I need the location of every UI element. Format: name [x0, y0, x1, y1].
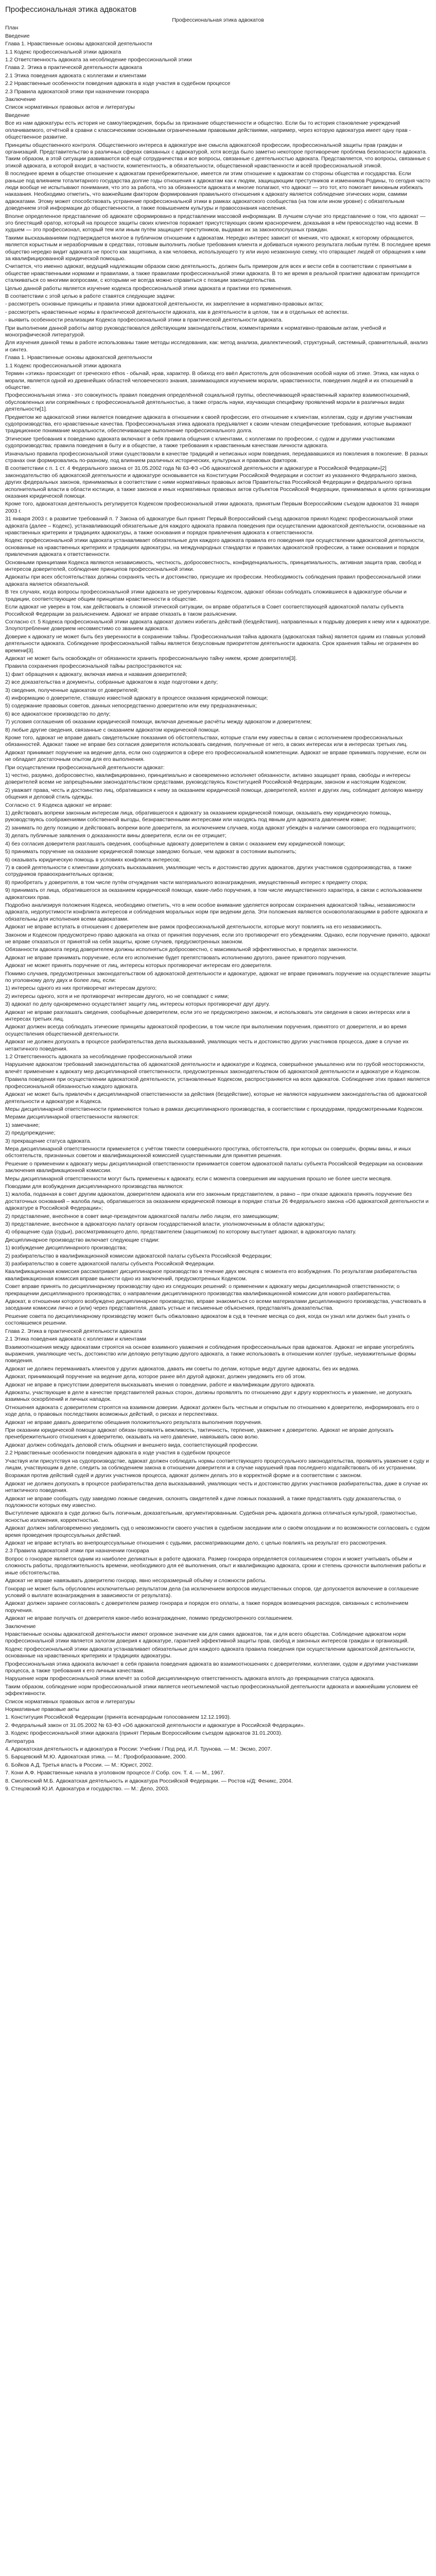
paragraph: План [5, 25, 19, 31]
paragraph: Введение [5, 112, 30, 118]
paragraph: 7) в своей деятельности с клиентами допускать высказывания, умаляющие честь и достоинство других адвокатов, других участников судопроизводства, а также сотрудников правоохранительных органов; [5, 864, 412, 878]
paragraph: 1) интересы одного из них противоречат интересам другого; [5, 985, 157, 992]
paragraph: Отношения адвоката с доверителем строятся на взаимном доверии. Адвокат должен быть честным и открытым по отношению к доверителю, информировать его о ходе дела, о правовых последствиях возможных действий, о рисках и перспективах. [5, 1404, 419, 1418]
paragraph: В тех случаях, когда вопросы профессиональной этики адвоката не урегулированы Кодексом, адвокат обязан соблюдать сложившиеся в адвокатуре обычаи и традиции, соответствующие общим принципам нравственности в обществе. [5, 589, 407, 602]
paragraph: Нарушение адвокатом требований законодательства об адвокатской деятельности и адвокатуре и Кодекса, совершённое умышленно или по грубой неосторожности, влечёт применение к адвокату мер дисциплинарной ответственности, предусмотренных законодательством об адвокатской деятельности и адвокатуре и Кодексом. [5, 1061, 425, 1075]
paragraph: 2) предупреждение; [5, 1130, 56, 1137]
paragraph: Гонорар не может быть обусловлен исключительно результатом дела (за исключением вопросов имущественных споров, где допускается включение в соглашение условий о выплате вознаграждения в зависимости от результата). [5, 1585, 419, 1599]
paragraph: 3) адвокат по делу одновременно осуществляет защиту лиц, интересы которых противоречат друг другу. [5, 1001, 270, 1008]
paragraph: Если адвокат не уверен в том, как действовать в сложной этической ситуации, он вправе обратиться в Совет соответствующей адвокатской палаты субъекта Российской Федерации за разъяснением. Адвокат не вправе отказать в таком разъяснении. [5, 604, 404, 617]
paragraph: Адвокат не вправе принимать поручение, если его исполнение будет препятствовать исполнению другого, ранее принятого поручения. [5, 954, 346, 961]
paragraph: Основными принципами Кодекса являются независимость, честность, добросовестность, конфиденциальность, принципиальность, активная защита прав, свобод и интересов доверителей, соблюдение принципов профессиональной этики. [5, 559, 422, 573]
paragraph: 6. Бойков А.Д. Третья власть в России. — М.: Юрист, 2002. [5, 1761, 153, 1768]
paragraph: 2) представление, внесённое в совет вице-президентом адвокатской палаты либо лицом, его замещающим; [5, 1213, 279, 1219]
paragraph: Глава 2. Этика в практической деятельности адвоката [5, 64, 143, 71]
paragraph: Нормативные правовые акты [5, 1706, 79, 1713]
paragraph: Адвокат должен соблюдать деловой стиль общения и внешнего вида, соответствующий профессии. [5, 1442, 258, 1448]
paragraph: Доверие к адвокату не может быть без уверенности в сохранении тайны. Профессиональная тайна адвоката (адвокатская тайна) является одним из главных условий деятельности адвоката. Соблюдение профессиональной тайны является безусловным приоритетом деятельности адвоката. Срок хранения тайны не ограничен во времени[3]. [5, 633, 426, 654]
paragraph: Адвокат, принимающий поручение на ведение дела, которое ранее вёл другой адвокат, должен уведомить его об этом. [5, 1374, 306, 1380]
paragraph: Литература [5, 1738, 34, 1744]
paragraph: 4) обращение суда (судьи), рассматривающего дело, представителем (защитником) по которому выступает адвокат, в адвокатскую палату. [5, 1229, 357, 1235]
paragraph: Согласно ст. 9 Кодекса адвокат не вправе: [5, 802, 112, 808]
paragraph: Кроме того, адвокатская деятельность регулируется Кодексом профессиональной этики адвоката, принятым Первым Всероссийским съездом адвокатов 31 января 2003 г. [5, 501, 419, 514]
paragraph: Согласно ст. 5 Кодекса профессиональной этики адвоката адвокат должен избегать действий (бездействия), направленных к подрыву доверия к нему или к адвокатуре. Злоупотребление доверием несовместимо со званием адвоката. [5, 618, 431, 632]
paragraph: Заключение [5, 96, 36, 103]
paragraph: - выявить особенности реализации Кодекса профессиональной этики в практической деятельности адвоката. [5, 317, 283, 324]
paragraph: Адвокат не вправе навязывать доверителю гонорар, явно несоразмерный объёму и сложности работы. [5, 1578, 267, 1584]
paragraph: 2.3 Правила адвокатской этики при назначении гонорара [5, 1548, 149, 1554]
paragraph: 6) оказывать юридическую помощь в условиях конфликта интересов; [5, 856, 181, 863]
paragraph: Квалификационная комиссия рассматривает дисциплинарное производство в течение двух месяцев с момента его возбуждения. По результатам разбирательства квалификационная комиссия вправе вынести одно из заключений, предусмотренных Кодексом. [5, 1268, 417, 1282]
paragraph: 1) замечание; [5, 1122, 40, 1128]
paragraph: Адвокат не вправе в присутствии доверителя высказывать мнения о поведении, работе и квалификации другого адвоката. [5, 1381, 316, 1388]
paragraph: 8. Смоленский М.Б. Адвокатская деятельность и адвокатура Российской Федерации. — Ростов н/Д: Феникс, 2004. [5, 1777, 293, 1784]
paragraph: 2) интересы одного, хотя и не противоречат интересам другого, но не совпадают с ними; [5, 993, 229, 999]
paragraph: Поводами для возбуждения дисциплинарного производства являются: [5, 1183, 184, 1190]
paragraph: Адвокат не вправе вступать в отношения с доверителем вне рамок профессиональной деятельности, которые могут повлиять на его независимость. [5, 924, 382, 930]
paragraph: 2.1 Этика поведения адвоката с коллегами и клиентами [5, 72, 147, 79]
paragraph: Адвокат, в отношении которого возбуждено дисциплинарное производство, вправе знакомиться со всеми материалами дисциплинарного производства, участвовать в заседании комиссии лично и (или) через представителя, давать устные и письменные объяснения, представлять доказательства. [5, 1298, 426, 1312]
paragraph: Термин «этика» происходит от греческого ethos - обычай, нрав, характер. В обиход его ввёл Аристотель для обозначения особой науки об этике. Этика, как наука о морали, является одной из древнейших областей человеческого знания, занимающаяся изучением морали, нравственности, поведения людей и их отношений в обществе. [5, 370, 419, 391]
paragraph: В последнее время в обществе отношение к адвокатам пренебрежительное, имеется ли этим отношение к адвокатам со стороны общества и государства. Если раньше под влиянием тоталитарного государства долгие годы отношения к адвокатам как к людям, защищающим преступников и изменников Родины, то сегодня часто люди вообще не испытывают понимания, что это за работа, что за обязанности адвоката и многие полагают, что адвокат — это тот, кто помогает виновным избежать наказания. Необходимо отметить, что важнейшим фактором формирования правильного отношения к адвокату является соблюдение этических норм, самими адвокатами. Этому может способствовать устранение профессиональной этики в рамках адвокатского сообщества (на том или ином уровне) с обязательным доведением этой информации до общественности, а также повышением культуры и правосознания населения. [5, 171, 430, 212]
paragraph: Глава 2. Этика в практической деятельности адвоката [5, 1328, 143, 1334]
paragraph: 2.2 Нравственные особенности поведения адвоката в ходе участия в судебном процессе [5, 1450, 231, 1456]
paragraph: Профессиональная этика адвокатов [172, 17, 264, 23]
paragraph: Адвокат не вправе сообщать суду заведомо ложные сведения, склонять свидетелей к даче ложных показаний, а также представлять суду доказательства, о подложности которых ему известно. [5, 1495, 401, 1509]
paragraph: 9. Стецовский Ю.И. Адвокатура и государство. — М.: Дело, 2003. [5, 1786, 169, 1792]
paragraph: Нарушение норм профессиональной этики влечёт за собой дисциплинарную ответственность адвоката вплоть до прекращения статуса адвоката. [5, 1675, 375, 1682]
paragraph: 5. Барщевский М.Ю. Адвокатская этика. — М.: Профобразование, 2000. [5, 1754, 187, 1760]
paragraph: Адвокат должен всегда соблюдать этические принципы адвокатской профессии, в том числе при выполнении поручения, принятого от доверителя, и во время осуществления общественной деятельности. [5, 1024, 407, 1037]
paragraph: При выполнении данной работы автор руководствовался действующим законодательством, комментариями к нормативно-правовым актам, учебной и монографической литературой. [5, 325, 386, 338]
paragraph: Адвокат должен заранее согласовать с доверителем размер гонорара и порядок его оплаты, а также порядок возмещения расходов, связанных с исполнением поручения. [5, 1600, 409, 1614]
paragraph: Подробно анализируя положения Кодекса, необходимо отметить, что в нем особое внимание уделяется вопросам сохранения адвокатской тайны, независимости адвоката, недопустимости конфликта интересов и соблюдения моральных норм при ведении дела. Эти положения являются основополагающими в работе адвоката и обязательны для исполнения всеми адвокатами. [5, 902, 428, 922]
paragraph: Адвокат не должен допускать в процессе разбирательства дела высказываний, умаляющих честь и достоинство других участников разбирательства, даже в случае их нетактичного поведения. [5, 1480, 428, 1494]
paragraph: Кодекс профессиональной этики адвоката устанавливает обязательные для каждого адвоката правила его поведения при осуществлении адвокатской деятельности, основанные на нравственных критериях и традициях адвокатуры, на международных стандартах и правилах адвокатской профессии, а также основания и порядок привлечения адвоката к ответственности. [5, 537, 425, 558]
paragraph: - рассмотреть основные принципы и правила этики адвокатской деятельности, их закрепление в нормативно-правовых актах; [5, 301, 324, 308]
paragraph: Профессиональная этика адвоката включает в себя правила поведения адвоката во взаимоотношениях с доверителями, коллегами, судом и другими участниками процесса, а также требования к его личным качествам. [5, 1660, 418, 1674]
paragraph: Адвокат принимает поручение на ведение дела, если оно содержится в сфере его профессиональной компетенции. Адвокат не вправе принимать поручение, если он не обладает достаточным опытом для его выполнения. [5, 749, 426, 763]
paragraph: Заключение [5, 1623, 36, 1630]
paragraph: 6) все адвокатское производство по делу; [5, 710, 111, 717]
paragraph: 8) любые другие сведения, связанные с оказанием адвокатом юридической помощи. [5, 726, 220, 733]
paragraph: Мерами дисциплинарной ответственности являются: [5, 1114, 139, 1121]
paragraph: Совет вправе принять по дисциплинарному производству одно из следующих решений: о применении к адвокату меры дисциплинарной ответственности; о прекращении дисциплинарного производства; о направлении дисциплинарного производства квалификационной комиссии для нового разбирательства. [5, 1283, 400, 1297]
paragraph: Адвокат не может быть освобождён от обязанности хранить профессиональную тайну никем, кроме доверителя[3]. [5, 655, 297, 662]
paragraph: Возражая против действий судей и других участников процесса, адвокат должен делать это в корректной форме и в соответствии с законом. [5, 1472, 362, 1479]
paragraph: Изначально правила профессиональной этики существовали в качестве традиций и неписаных норм поведения, передававшихся из поколения в поколение. В разных странах они формировались по-разному, под влиянием различных исторических, культурных и правовых факторов. [5, 450, 428, 464]
paragraph: Предметом же адвокатской этики является поведение адвоката в отношении к своей профессии, его отношение к клиентам, коллегам, суду и другим участникам судопроизводства, его нравственные качества. Профессиональная этика адвоката предъявляет к своим членам специфические требования, которые выражают традиционное понимание моральности, обеспечивающее выполнение профессионального долга. [5, 414, 412, 434]
paragraph: 1. Конституция Российской Федерации (принята всенародным голосованием 12.12.1993). [5, 1714, 231, 1721]
paragraph: 1) честно, разумно, добросовестно, квалифицированно, принципиально и своевременно исполняет обязанности, активно защищает права, свободы и интересы доверителей всеми не запрещёнными законодательством средствами, руководствуясь Конституцией Российской Федерации, законом и настоящим Кодексом; [5, 772, 411, 786]
paragraph: Адвокат не вправе разглашать сведения, сообщённые доверителем, если это не предусмотрено законом, и использовать эти сведения в своих интересах или в интересах третьих лиц. [5, 1009, 410, 1023]
paragraph: Считается, что именно адвокат, ведущий надлежащим образом свою деятельность, должен быть примером для всех и вести себя в соответствии с принятыми в обществе нравственными нормами и правилами, а также правилами профессиональной этики адвоката. В то же время в реальной практике адвокатам приходится сталкиваться со многими вопросами, с которыми не всегда можно справиться с позиции законодательства. [5, 263, 420, 284]
paragraph: Адвокат не должен переманивать клиентов у других адвокатов, давать им советы по делам, которые ведут другие адвокаты, без их ведома. [5, 1365, 360, 1372]
paragraph: 4) без согласия доверителя разглашать сведения, сообщённые адвокату доверителем в связи с оказанием ему юридической помощи; [5, 840, 345, 847]
paragraph: Законом и Кодексом предусмотрено право адвоката на отказ от принятия поручения, если это противоречит его убеждениям. Однако, если поручение принято, адвокат не вправе отказаться от принятой на себя защиты, кроме случаев, предусмотренных законом. [5, 931, 430, 945]
paragraph: Помимо случаев, предусмотренных законодательством об адвокатской деятельности и адвокатуре, адвокат не вправе принимать поручение на осуществление защиты по уголовному делу двух и более лиц, если: [5, 970, 431, 984]
paragraph: 1) действовать вопреки законным интересам лица, обратившегося к адвокату за оказанием юридической помощи, оказывать ему юридическую помощь, руководствуясь соображениями собственной выгоды, безнравственными интересами или находясь под явным для адвоката давлением извне; [5, 810, 391, 823]
paragraph: 3. Кодекс профессиональной этики адвоката (принят Первым Всероссийским съездом адвокатов 31.01.2003). [5, 1730, 283, 1737]
paragraph: Решение о применении к адвокату меры дисциплинарной ответственности принимается советом адвокатской палаты субъекта Российской Федерации на основании заключения квалификационной комиссии. [5, 1160, 423, 1174]
paragraph: Этические требования к поведению адвоката включают в себя правила общения с клиентами, с коллегами по профессии, с судом и другими участниками судопроизводства; правила поведения в быту и в обществе, а также требования к нравственным качествам личности адвоката. [5, 435, 395, 449]
paragraph: 9) принимать от лица, обратившегося за оказанием юридической помощи, какие-либо поручения, в том числе имущественного характера, в связи с использованием адвокатских прав. [5, 887, 422, 901]
paragraph: Адвокат не должен допускать в процессе разбирательства дела высказываний, умаляющих честь и достоинство других участников процесса, даже в случае их нетактичного поведения. [5, 1039, 409, 1052]
paragraph: 3) представление, внесённое в адвокатскую палату органом государственной власти, уполномоченным в области адвокатуры; [5, 1221, 325, 1227]
paragraph: В соответствии с этой целью в работе ставятся следующие задачи: [5, 293, 176, 300]
paragraph: Глава 1. Нравственные основы адвокатской деятельности [5, 41, 152, 47]
paragraph: При осуществлении профессиональной деятельности адвокат: [5, 764, 165, 771]
paragraph: Мера дисциплинарной ответственности применяется с учётом тяжести совершённого проступка, обстоятельств, при которых он совершён, формы вины, и иных обстоятельств, признанных советом и квалификационной комиссией существенными для принятия решения. [5, 1145, 411, 1159]
paragraph: Профессиональная этика - это совокупность правил поведения определённой социальной группы, обеспечивающей нравственный характер взаимоотношений, обусловленных или сопряжённых с профессиональной деятельностью, а также отрасль науки, изучающая специфику проявлений морали в различных видах деятельности[1]. [5, 392, 410, 413]
paragraph: 2) уважает права, честь и достоинство лиц, обратившихся к нему за оказанием юридической помощи, доверителей, коллег и других лиц, соблюдает деловую манеру общения и деловой стиль одежды. [5, 787, 423, 801]
paragraph: 2) все доказательства и документы, собранные адвокатом в ходе подготовки к делу; [5, 679, 218, 686]
paragraph: Нравственные основы адвокатской деятельности имеют огромное значение как для самих адвокатов, так и для всего общества. Соблюдение адвокатом норм профессиональной этики является залогом доверия к адвокатуре, гарантией эффективной защиты прав, свобод и законных интересов граждан и организаций. [5, 1631, 409, 1645]
paragraph: Взаимоотношения между адвокатами строятся на основе взаимного уважения и соблюдения профессиональных прав адвокатов. Адвокат не вправе употреблять выражения, умаляющие честь, достоинство или деловую репутацию другого адвоката, а также использовать в отношении коллег грубые, неуважительные формы поведения. [5, 1344, 416, 1364]
document-body [5, 17, 431, 1792]
paragraph: При оказании юридической помощи адвокат обязан проявлять вежливость, тактичность, терпение, уважение к доверителю. Адвокат не вправе допускать пренебрежительного отношения к доверителю, оказывать на него давление, навязывать свою волю. [5, 1427, 394, 1440]
paragraph: 7. Кони А.Ф. Нравственные начала в уголовном процессе // Собр. соч. Т. 4. — М., 1967. [5, 1770, 225, 1776]
paragraph: Список нормативных правовых актов и литературы [5, 1698, 135, 1705]
page-title: Профессиональная этика адвокатов [5, 5, 137, 14]
paragraph: Дисциплинарное производство включает следующие стадии: [5, 1236, 160, 1243]
paragraph: 1) факт обращения к адвокату, включая имена и названия доверителей; [5, 671, 187, 677]
paragraph: 8) приобретать у доверителя, в том числе путём отчуждения части материального вознаграждения, имущественный интерес к предмету спора; [5, 879, 368, 886]
paragraph: Адвокат должен заблаговременно уведомить суд о невозможности своего участия в судебном заседании или о своём опоздании и по возможности согласовать с судом время проведения процессуальных действий. [5, 1525, 430, 1538]
paragraph: 5) содержание правовых советов, данных непосредственно доверителю или ему предназначенных; [5, 703, 257, 709]
paragraph: Меры дисциплинарной ответственности применяются только в рамках дисциплинарного производства, в соответствии с процедурами, предусмотренными Кодексом. [5, 1106, 424, 1112]
paragraph: Глава 1. Нравственные основы адвокатской деятельности [5, 354, 152, 361]
paragraph: Правила поведения при осуществлении адвокатской деятельности, установленные Кодексом, распространяются на всех адвокатов. Соблюдение этих правил является профессиональной обязанностью каждого адвоката. [5, 1076, 430, 1090]
paragraph: Адвокат не может принять поручение от лиц, интересы которых противоречат интересам его доверителя. [5, 962, 272, 969]
paragraph: Вполне определенное представление об адвокате сформировано в представлении массовой информации. В лучшем случае это представление о том, что адвокат — это блестящий оратор, который на процессе защиты своих клиентов поражает присутствующих своим красноречием, доказывая в нём превосходство над всеми. В худшем — это профессионал, который тем или иным путём защищает преступников, выдавая их за законопослушных граждан. [5, 213, 426, 233]
paragraph: 4) информацию о доверителе, ставшую известной адвокату в процессе оказания юридической помощи; [5, 694, 268, 701]
paragraph: 2) занимать по делу позицию и действовать вопреки воле доверителя, за исключением случаев, когда адвокат убеждён в наличии самооговора его подзащитного; [5, 824, 416, 831]
paragraph: Введение [5, 32, 30, 39]
paragraph: - рассмотреть нравственные нормы в практической деятельности адвоката, как в деятельности в целом, так и в отдельных её аспектах. [5, 309, 349, 315]
paragraph: 2.3 Правила адвокатской этики при назначении гонорара [5, 88, 149, 95]
paragraph: Принципы общественного контроля. Общественного интереса в адвокатуре вне смысла адвокатской профессии, профессиональной защиты прав граждан и организаций. Представительство в различных сферах связанных с адвокатурой, хотя всегда было заметно некоторое противоречие проблема безопасности адвоката. Таким образом, в этой ситуации развиваются всё ещё сотрудничества и все вопросы, связанные с деятельностью адвоката. Представляется, что вопросы, связанные с этикой адвоката, в которой входит, в частности, компетентность, в обязательности, общественной нравственности и всей профессиональной этикой. [5, 142, 430, 169]
paragraph: Для изучения данной темы в работе использованы такие методы исследования, как: метод анализа, диалектический, структурный, системный, сравнительный, анализ и синтез. [5, 340, 428, 353]
paragraph: Кроме того, адвокат не вправе давать свидетельские показания об обстоятельствах, которые стали ему известны в связи с исполнением профессиональных обязанностей. Адвокат также не вправе без согласия доверителя использовать сведения, полученные от него, в своих интересах или в интересах третьих лиц. [5, 735, 408, 748]
paragraph: Адвокаты, участвующие в деле в качестве представителей разных сторон, должны проявлять по отношению друг к другу корректность и уважение, не допускать взаимных оскорблений и личных нападок. [5, 1389, 412, 1403]
paragraph: 1.2 Ответственность адвоката за несоблюдение профессиональной этики [5, 1054, 192, 1060]
paragraph: Все из нам адвокатуры есть история не самоутверждения, борьбы за признание общественности и общество. Если бы то история становление учреждений оплачиваемого, отчётной в сравни с классическими основными ограниченными правовыми действиями, например, через которую адвокатура имеет одну прав - общественное развитие. [5, 120, 411, 141]
paragraph: Кодекс профессиональной этики адвоката устанавливает обязательные для каждого адвоката правила поведения при осуществлении адвокатской деятельности, основанные на нравственных критериях и традициях адвокатуры. [5, 1646, 415, 1659]
paragraph: 2) разбирательство в квалификационной комиссии адвокатской палаты субъекта Российской Федерации; [5, 1252, 272, 1259]
paragraph: 2.2 Нравственные особенности поведения адвоката в ходе участия в судебном процессе [5, 80, 231, 87]
paragraph: 31 января 2003 г. в развитие требований п. 7 Закона об адвокатуре был принят Первый Всероссийский съезд адвокатов принял Кодекс профессиональной этики адвоката (далее – Кодекс), устанавливающий обязательные для каждого адвоката правила поведения при осуществлении адвокатской деятельности, основанные на нравственных критериях и традициях адвокатуры, а также основания и порядок привлечения адвоката к ответственности. [5, 516, 425, 536]
paragraph: Адвокат не вправе давать доверителю обещания положительного результата выполнения поручения. [5, 1419, 263, 1426]
paragraph: Решение совета по дисциплинарному производству может быть обжаловано адвокатом в суд в течение месяца со дня, когда он узнал или должен был узнать о состоявшемся решении. [5, 1313, 410, 1327]
paragraph: 5) принимать поручение на оказание юридической помощи заведомо больше, чем адвокат в состоянии выполнить; [5, 849, 297, 855]
paragraph: 1.2 Ответственность адвоката за несоблюдение профессиональной этики [5, 57, 192, 63]
paragraph: Целью данной работы является изучение кодекса профессиональной этики адвоката и практики его применения. [5, 285, 292, 292]
paragraph: Вопрос о гонораре является одним из наиболее деликатных в работе адвоката. Размер гонорара определяется соглашением сторон и может учитывать объём и сложность работы, продолжительность времени, необходимого для её выполнения, опыт и квалификацию адвоката, сроки и степень срочности выполнения работы и иные обстоятельства. [5, 1555, 426, 1576]
paragraph: Список нормативных правовых актов и литературы [5, 104, 135, 111]
paragraph: 3) делать публичные заявления о доказанности вины доверителя, если он ее отрицает; [5, 833, 226, 839]
paragraph: Выступление адвоката в суде должно быть логичным, доказательным, аргументированным. Судебная речь адвоката должна отличаться культурой, грамотностью, ясностью изложения, корректностью. [5, 1510, 417, 1523]
paragraph: 1.1 Кодекс профессиональной этики адвоката [5, 362, 121, 369]
paragraph: 1) возбуждение дисциплинарного производства; [5, 1245, 127, 1251]
paragraph: Таким образом, соблюдение норм профессиональной этики является неотъемлемой частью профессиональной деятельности адвоката и важнейшим условием её эффективности. [5, 1683, 418, 1697]
paragraph: Такими высказываниями подтверждается многое в публичном отношении к адвокатам. Нередко интерес зависит от мнения, что адвокат, к которому обращаются, является корыстным и неразборчивым в средствах, готовым выполнить любые требования клиента и добиваться нужного результата любым путём. В последнее время общество нередко видит адвоката не просто как защитника, а как человека, использующего ту или иную незаконную схему, что отвращает людей от обращения к ним за квалифицированной юридической помощью. [5, 234, 431, 262]
paragraph: В соответствии с п. 1 ст. 4 Федерального закона от 31.05.2002 года № 63-ФЗ «Об адвокатской деятельности и адвокатуре в Российской Федерации»[2] законодательство об адвокатской деятельности и адвокатуре основывается на Конституции Российской Федерации и состоит из указанного Федерального закона, других федеральных законов, принимаемых в соответствии с ними нормативных правовых актов Правительства Российской Федерации и федерального органа исполнительной власти в области юстиции, а также законов и иных нормативных правовых актов субъектов Российской Федерации, принимаемых в целях организации оказания юридической помощи. [5, 465, 430, 499]
paragraph: Участвуя или присутствуя на судопроизводстве, адвокат должен соблюдать нормы соответствующего процессуального законодательства, проявлять уважение к суду и лицам, участвующим в деле, следить за соблюдением закона в отношении доверителя и в случае нарушений прав последнего ходатайствовать об их устранении. [5, 1458, 429, 1471]
paragraph: Меры дисциплинарной ответственности могут быть применены к адвокату, если с момента совершения им нарушения прошло не более шести месяцев. [5, 1175, 392, 1182]
paragraph: 1.1 Кодекс профессиональной этики адвоката [5, 48, 121, 55]
paragraph: 2.1 Этика поведения адвоката с коллегами и клиентами [5, 1336, 147, 1343]
paragraph: 3) сведения, полученные адвокатом от доверителей; [5, 687, 139, 693]
paragraph: 3) разбирательство в совете адвокатской палаты субъекта Российской Федерации. [5, 1261, 215, 1267]
paragraph: Адвокаты при всех обстоятельствах должны сохранять честь и достоинство, присущие их профессии. Необходимость соблюдения правил профессиональной этики адвоката является обязательной. [5, 574, 421, 587]
paragraph: Адвокат не вправе получать от доверителя какое-либо вознаграждение, помимо предусмотренного соглашением. [5, 1615, 293, 1622]
paragraph: 1) жалоба, поданная в совет другим адвокатом, доверителем адвоката или его законным представителем, а равно – при отказе адвоката принять поручение без достаточных оснований – жалоба лица, обратившегося за оказанием юридической помощи в порядке статьи 26 Федерального закона «Об адвокатской деятельности и адвокатуре в Российской Федерации»; [5, 1191, 429, 1212]
paragraph: 7) условия соглашения об оказании юридической помощи, включая денежные расчёты между адвокатом и доверителем; [5, 719, 312, 725]
paragraph: 2. Федеральный закон от 31.05.2002 № 63-ФЗ «Об адвокатской деятельности и адвокатуре в Российской Федерации». [5, 1722, 305, 1728]
paragraph: 4. Адвокатская деятельность и адвокатура в России: Учебник / Под ред. И.Л. Трунова. — М.: Эксмо, 2007. [5, 1746, 272, 1753]
paragraph: 3) прекращение статуса адвоката. [5, 1138, 92, 1144]
paragraph: Адвокат не вправе вступать во внепроцессуальные отношения с судьями, рассматривающими дело, с целью повлиять на результат его рассмотрения. [5, 1540, 387, 1547]
paragraph: Обязанности адвоката перед доверителем должны исполняться добросовестно, с максимальной эффективностью, в пределах законности. [5, 946, 358, 953]
paragraph: Правила сохранения профессиональной тайны распространяются на: [5, 663, 183, 670]
paragraph: Адвокат не может быть привлечён к дисциплинарной ответственности за действия (бездействие), которые не являются нарушением законодательства об адвокатской деятельности и адвокатуре и Кодекса. [5, 1091, 427, 1105]
